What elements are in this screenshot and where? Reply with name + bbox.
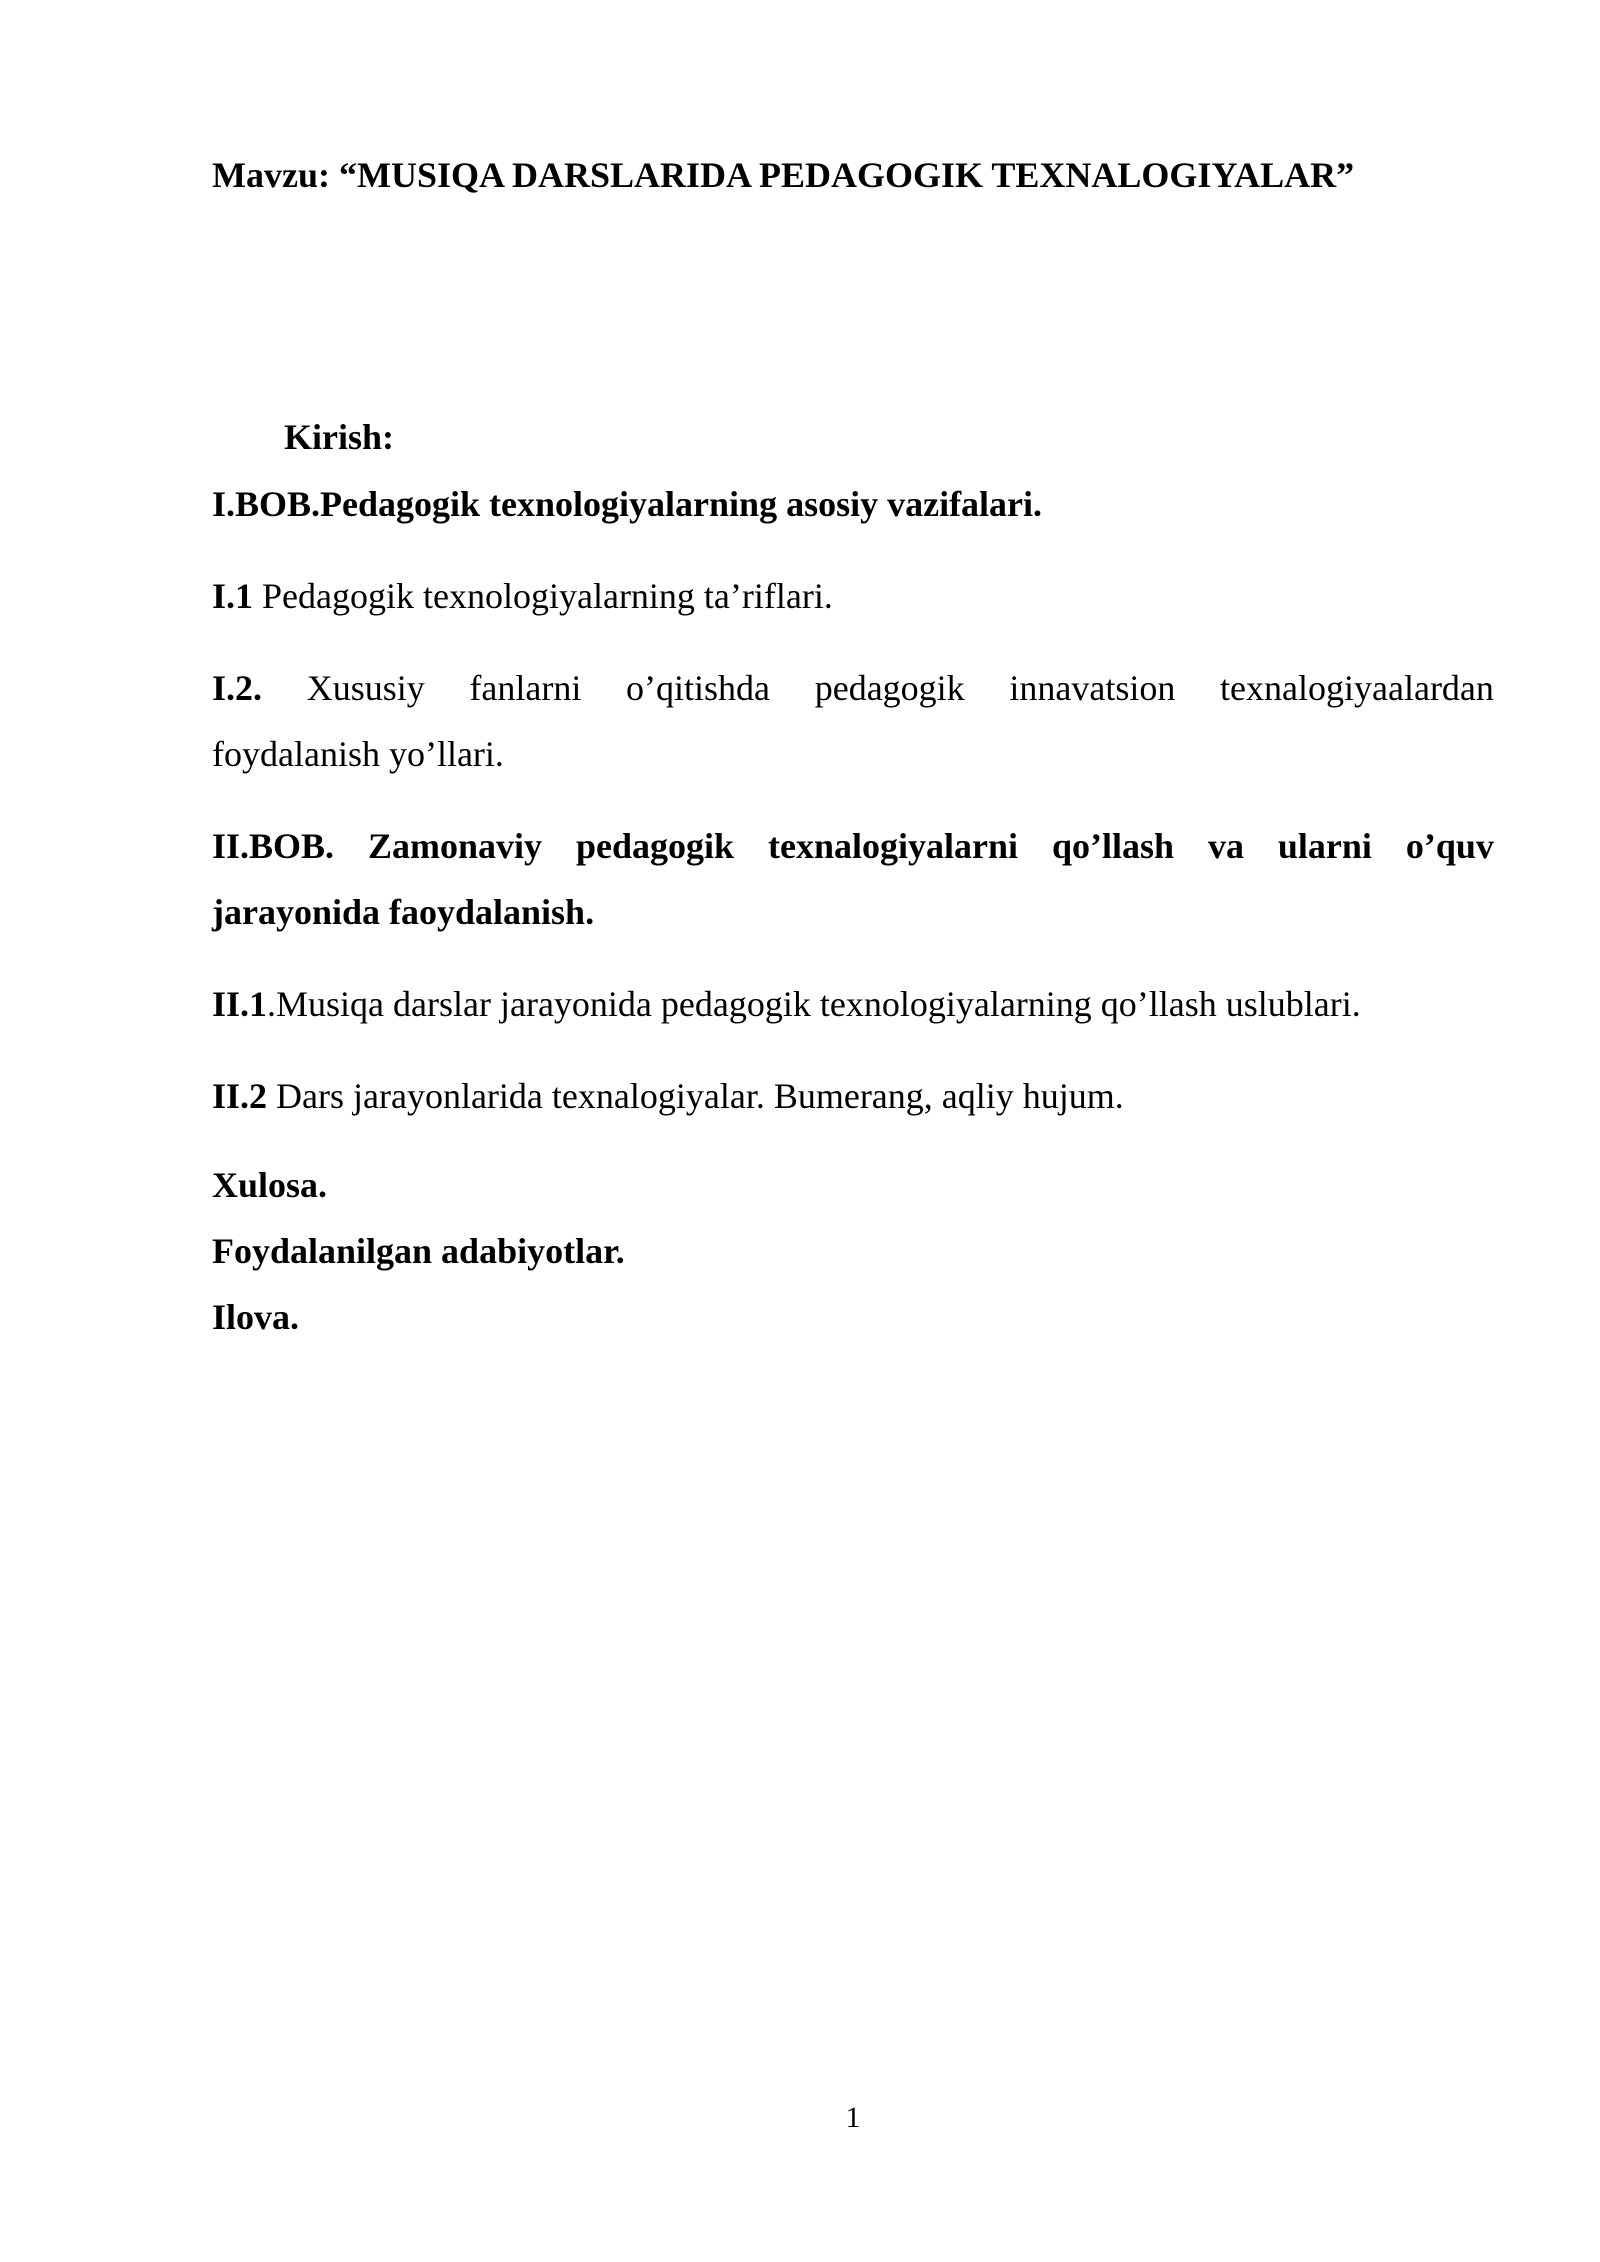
section-text: Pedagogik texnologiyalarning ta’riflari.: [262, 576, 833, 616]
toc-section-2-2: [212, 1063, 1494, 1129]
toc-chapter-2-line-1: [212, 813, 1494, 879]
toc-section-1-1: [212, 563, 1494, 629]
chapter-word: ularni: [1277, 826, 1372, 866]
chapter-word: va: [1207, 826, 1244, 866]
section-number: II.1: [212, 984, 268, 1024]
section-number: II.2: [212, 1076, 268, 1116]
section-text: .Musiqa darslar jarayonida pedagogik texnologiyalarning qo’llash uslublari.: [267, 984, 1361, 1024]
section-text: Dars jarayonlarida texnalogiyalar. Bumerang, aqliy hujum.: [276, 1076, 1124, 1116]
title-label: Mavzu:: [212, 155, 330, 195]
page-number: 1: [845, 2101, 861, 2134]
toc-references: Foydalanilgan adabiyotlar.: [212, 1231, 625, 1271]
toc-chapter-2-line-2: jarayonida faoydalanish.: [212, 892, 595, 932]
section-word: Xususiy: [306, 668, 425, 708]
chapter-word: II.BOB.: [212, 826, 335, 866]
title-text: “MUSIQA DARSLARIDA PEDAGOGIK TEXNALOGIYALAR”: [338, 155, 1355, 195]
toc-kirish: Kirish:: [284, 417, 395, 457]
section-word: pedagogik: [814, 668, 965, 708]
chapter-word: Zamonaviy: [368, 826, 543, 866]
toc-section-1-2-line-2: foydalanish yo’llari.: [212, 734, 504, 774]
toc-appendix: Ilova.: [212, 1297, 300, 1337]
toc-section-2-1: [212, 971, 1494, 1037]
toc-chapter-1: I.BOB.Pedagogik texnologiyalarning asosiy vazifalari.: [212, 484, 1043, 524]
chapter-word: o’quv: [1405, 826, 1494, 866]
section-number: I.1: [212, 576, 254, 616]
section-word: fanlarni: [469, 668, 582, 708]
toc-conclusion: Xulosa.: [212, 1165, 328, 1205]
section-word: texnalogiyaalardan: [1220, 668, 1494, 708]
chapter-word: pedagogik: [575, 826, 735, 866]
section-word: innavatsion: [1009, 668, 1176, 708]
section-number: I.2.: [212, 668, 263, 708]
document-title: [212, 142, 1494, 208]
toc-section-1-2-line-1: [212, 655, 1494, 721]
section-word: o’qitishda: [626, 668, 771, 708]
chapter-word: texnalogiyalarni: [767, 826, 1018, 866]
chapter-word: qo’llash: [1051, 826, 1174, 866]
